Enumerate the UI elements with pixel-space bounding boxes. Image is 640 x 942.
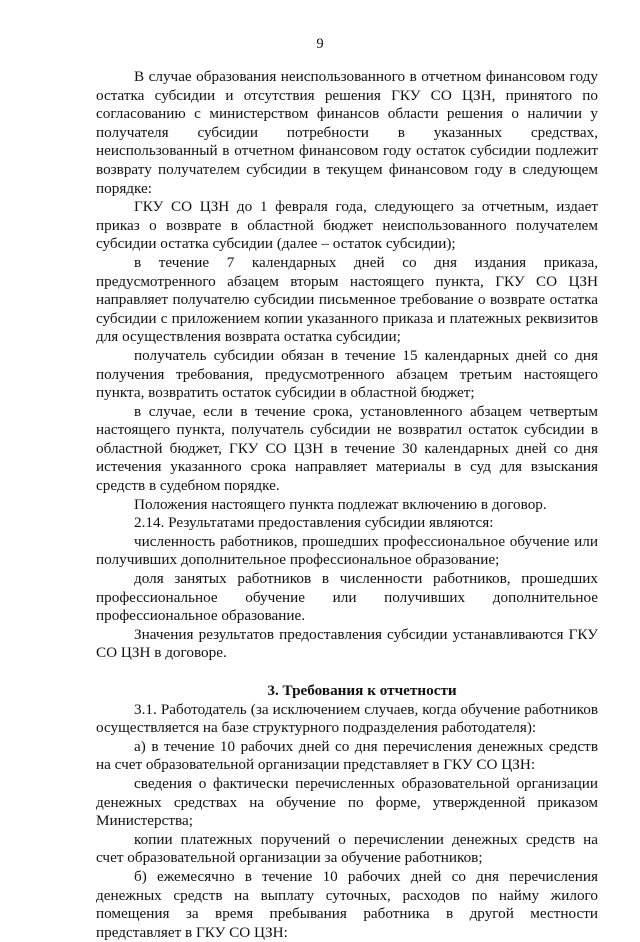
- paragraph: 3.1. Работодатель (за исключением случаев, когда обучение работников осуществляется на базе структурного подразделения работодателя):: [96, 700, 598, 737]
- paragraph: получатель субсидии обязан в течение 15 календарных дней со дня получения требования, предусмотренного абзацем третьим настоящего пункта, возвратить остаток субсидии в областной бюджет;: [96, 346, 598, 402]
- paragraph: Положения настоящего пункта подлежат включению в договор.: [134, 495, 547, 513]
- paragraph: Значения результатов предоставления субсидии устанавливаются ГКУ СО ЦЗН в договоре.: [96, 625, 598, 662]
- paragraph: 2.14. Результатами предоставления субсидии являются:: [134, 514, 494, 532]
- paragraph: б) ежемесячно в течение 10 рабочих дней со дня перечисления денежных средств на выплату суточных, расходов по найму жилого помещения за время пребывания работника в другой местности представляет в ГКУ СО ЦЗН:: [96, 867, 598, 941]
- paragraph: ГКУ СО ЦЗН до 1 февраля года, следующего за отчетным, издает приказ о возврате в областной бюджет неиспользованного получателем субсидии остатка субсидии (далее – остаток субсидии);: [96, 198, 598, 253]
- paragraph: а) в течение 10 рабочих дней со дня перечисления денежных средств на счет образовательной организации представляет в ГКУ СО ЦЗН:: [96, 737, 598, 774]
- paragraph: в течение 7 календарных дней со дня издания приказа, предусмотренного абзацем вторым настоящего пункта, ГКУ СО ЦЗН направляет получателю субсидии письменное требование о возврате остатка субсидии с приложением копии указанного приказа и платежных реквизитов для осуществления возврата остатка субсидии;: [96, 253, 598, 346]
- page-number: 9: [316, 36, 324, 52]
- paragraph: численность работников, прошедших профессиональное обучение или получивших дополнительное профессиональное образование;: [96, 532, 598, 569]
- document-body: [96, 68, 598, 942]
- section-heading: 3. Требования к отчетности: [267, 682, 457, 699]
- paragraph: доля занятых работников в численности работников, прошедших профессиональное обучение или получивших дополнительное профессиональное образование.: [96, 570, 598, 625]
- paragraph: копии платежных поручений о перечислении денежных средств на счет образовательной организации за обучение работников;: [96, 830, 598, 867]
- paragraph: в случае, если в течение срока, установленного абзацем четвертым настоящего пункта, получатель субсидии не возвратил остаток субсидии в областной бюджет, ГКУ СО ЦЗН в течение 30 календарных дней со дня истечения указанного срока направляет материалы в суд для взыскания средств в судебном порядке.: [96, 402, 598, 495]
- paragraph: В случае образования неиспользованного в отчетном финансовом году остатка субсидии и отсутствия решения ГКУ СО ЦЗН, принятого по согласованию с министерством финансов области решения о наличии у получателя субсидии потребности в указанных средствах, неиспользованный в отчетном финансовом году остаток субсидии подлежит возврату получателем субсидии в текущем финансовом году в следующем порядке:: [96, 68, 598, 197]
- paragraph: сведения о фактически перечисленных образовательной организации денежных средствах на обучение по форме, утвержденной приказом Министерства;: [96, 774, 598, 830]
